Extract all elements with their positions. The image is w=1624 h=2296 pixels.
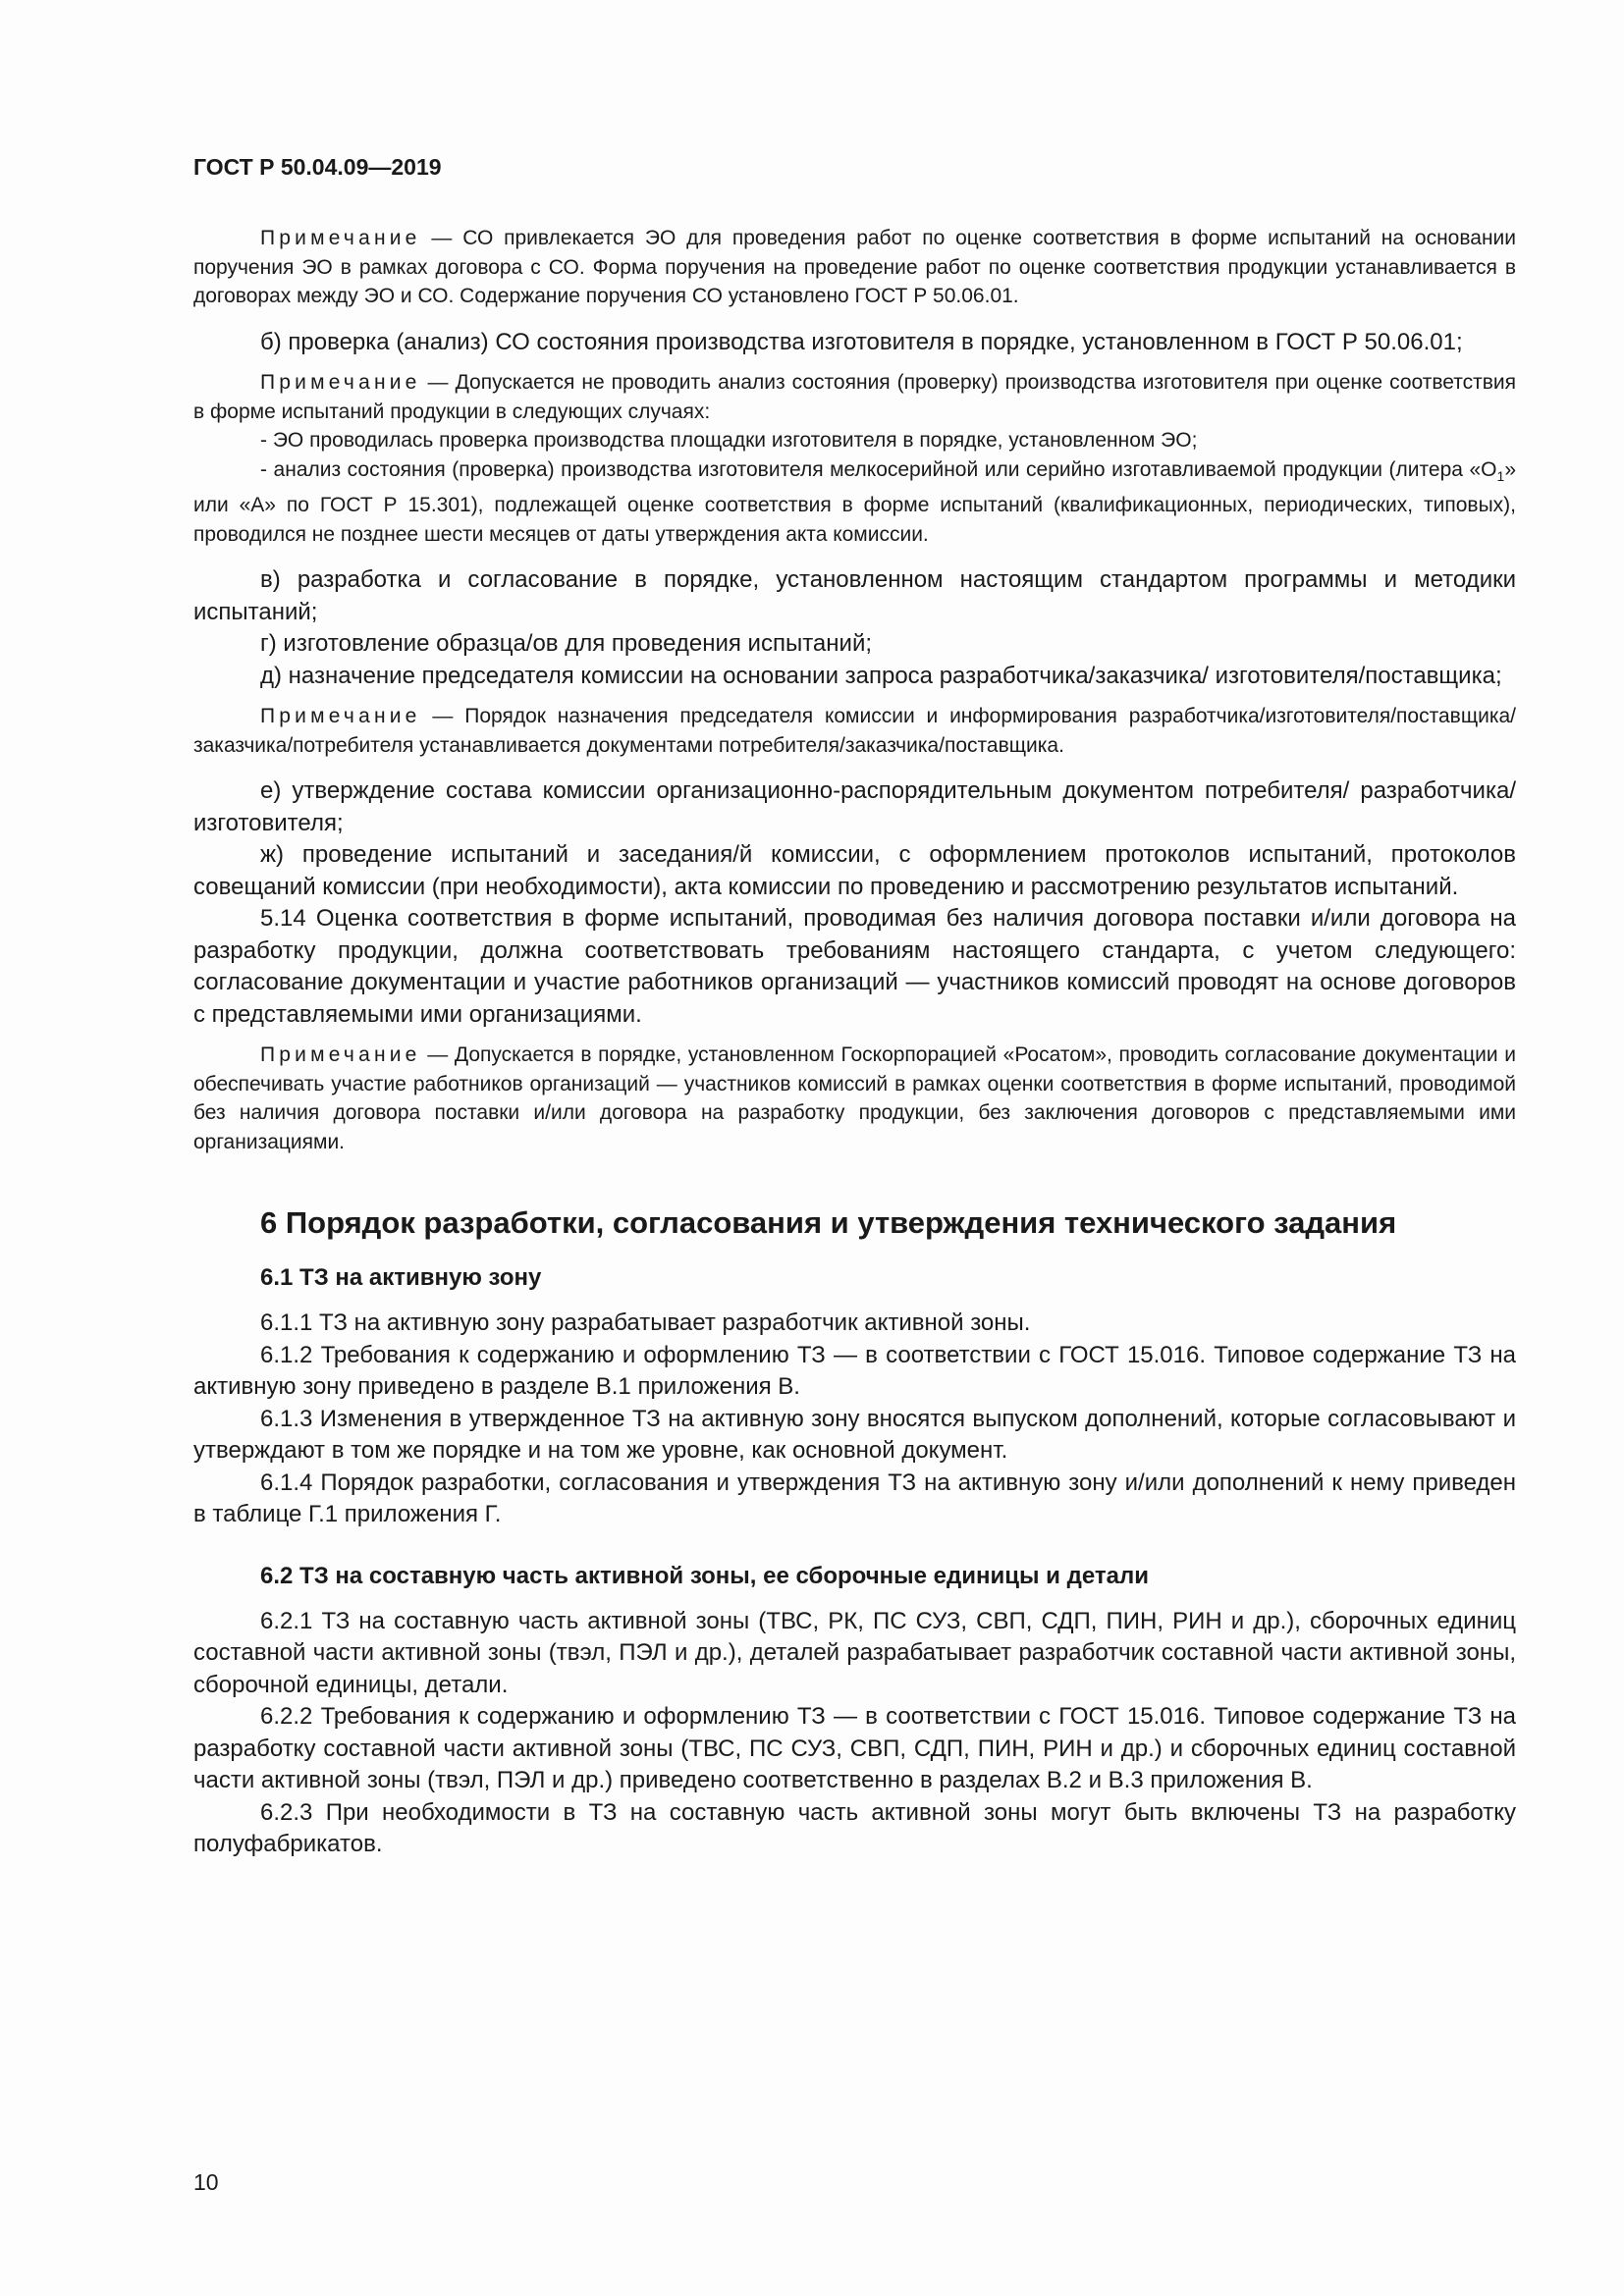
note-label: Примечание <box>260 705 421 728</box>
note-label: Примечание <box>260 371 421 394</box>
paragraph-6-1-3: 6.1.3 Изменения в утвержденное ТЗ на активную зону вносятся выпуском дополнений, которые согласовывают и утверждают в том же порядке и на том же уровне, как основной документ. <box>193 1405 1516 1465</box>
list-item-d: д) назначение председателя комиссии на основании запроса разработчика/заказчика/ изготовителя/поставщика; <box>260 662 1502 689</box>
list-item-zh: ж) проведение испытаний и заседания/й комиссии, с оформлением протоколов испытаний, протоколов совещаний комиссии (при необходимости), акта комиссии по проведению и рассмотрению результатов испытаний. <box>193 841 1516 900</box>
note-2-bullet-2: - анализ состояния (проверка) производства изготовителя мелкосерийной или серийно изготавливаемой продукции (литера «$О_1$» или «А» по ГОСТ Р 15.301), подлежащей оценке соответствия в форме испытаний (квалификационных, периодических, типовых), проводился не позднее шести месяцев от даты утверждения акта комиссии. <box>193 457 1516 546</box>
note-2-bullet-1: - ЭО проводилась проверка производства площадки изготовителя в порядке, установленном ЭО; <box>260 429 1198 452</box>
note-label: Примечание <box>260 227 421 249</box>
paragraph-5-14: 5.14 Оценка соответствия в форме испытаний, проводимая без наличия договора поставки и/или договора на разработку продукции, должна соответствовать требованиям настоящего стандарта, с учетом следующего: согласование документации и участие работников организаций — участников комиссий проводят на основе договоров с представляемыми ими организациями. <box>193 905 1516 1028</box>
paragraph-6-2-1: 6.2.1 ТЗ на составную часть активной зоны (ТВС, РК, ПС СУЗ, СВП, СДП, ПИН, РИН и др.), сборочных единиц составной части активной зоны (твэл, ПЭЛ и др.), деталей разрабатывает разработчик составной части активной зоны, сборочной единицы, детали. <box>193 1607 1516 1698</box>
list-item-v: в) разработка и согласование в порядке, установленном настоящим стандартом программы и методики испытаний; <box>193 566 1516 625</box>
list-item-g: г) изготовление образца/ов для проведения испытаний; <box>260 630 873 658</box>
paragraph-6-1-4: 6.1.4 Порядок разработки, согласования и утверждения ТЗ на активную зону и/или дополнений к нему приведен в таблице Г.1 приложения Г. <box>193 1468 1516 1528</box>
page-content <box>193 224 1516 1861</box>
note-text: Допускается не проводить анализ состояния (проверку) производства изготовителя при оценке соответствия в форме испытаний продукции в следующих случаях: <box>193 371 1517 423</box>
paragraph-6-1-1: 6.1.1 ТЗ на активную зону разрабатывает разработчик активной зоны. <box>260 1309 1031 1337</box>
paragraph-6-1-2: 6.1.2 Требования к содержанию и оформлению ТЗ — в соответствии с ГОСТ 15.016. Типовое содержание ТЗ на активную зону приведено в разделе В.1 приложения В. <box>193 1341 1516 1401</box>
list-item-e: е) утверждение состава комиссии организационно-распорядительным документом потребителя/ разработчика/изготовителя; <box>193 777 1516 836</box>
note-text: СО привлекается ЭО для проведения работ по оценке соответствия в форме испытаний на основании поручения ЭО в рамках договора с СО. Форма поручения на проведение работ по оценке соответствия продукции устанавливается в договорах между ЭО и СО. Содержание поручения СО установлено ГОСТ Р 50.06.01. <box>193 227 1517 307</box>
note-1: Примечание — СО привлекается ЭО для проведения работ по оценке соответствия в форме испытаний на основании поручения ЭО в рамках договора с СО. Форма поручения на проведение работ по оценке соответствия продукции устанавливается в договорах между ЭО и СО. Содержание поручения СО установлено ГОСТ Р 50.06.01. <box>193 227 1517 307</box>
note-text: Порядок назначения председателя комиссии и информирования разработчика/изготовителя/поставщика/заказчика/потребителя устанавливается документами потребителя/заказчика/поставщика. <box>193 705 1516 757</box>
document-code-header: ГОСТ Р 50.04.09—2019 <box>193 154 442 180</box>
note-2: Примечание — Допускается не проводить анализ состояния (проверку) производства изготовителя при оценке соответствия в форме испытаний продукции в следующих случаях: <box>193 371 1517 423</box>
note-text: Допускается в порядке, установленном Госкорпорацией «Росатом», проводить согласование документации и обеспечивать участие работников организаций — участников комиссий в рамках оценки соответствия в форме испытаний, проводимой без наличия договора поставки и/или договора на разработку продукции, без заключения договоров с представляемыми ими организациями. <box>193 1043 1516 1153</box>
note-label: Примечание <box>260 1043 421 1067</box>
subsection-6-1-title: 6.1 ТЗ на активную зону <box>260 1264 542 1292</box>
paragraph-6-2-3: 6.2.3 При необходимости в ТЗ на составную часть активной зоны могут быть включены ТЗ на разработку полуфабрикатов. <box>193 1798 1516 1858</box>
subsection-6-2-title: 6.2 ТЗ на составную часть активной зоны, ее сборочные единицы и детали <box>260 1562 1149 1589</box>
note-4: Примечание — Допускается в порядке, установленном Госкорпорацией «Росатом», проводить согласование документации и обеспечивать участие работников организаций — участников комиссий в рамках оценки соответствия в форме испытаний, проводимой без наличия договора поставки и/или договора на разработку продукции, без заключения договоров с представляемыми ими организациями. <box>193 1043 1516 1153</box>
section-6-title: 6 Порядок разработки, согласования и утверждения технического задания <box>260 1205 1397 1241</box>
page-number: 10 <box>193 2169 219 2195</box>
paragraph-6-2-2: 6.2.2 Требования к содержанию и оформлению ТЗ — в соответствии с ГОСТ 15.016. Типовое содержание ТЗ на разработку составной части активной зоны (ТВС, ПС СУЗ, СВП, СДП, ПИН, РИН и др.) и сборочных единиц составной части активной зоны (твэл, ПЭЛ и др.) приведено соответственно в разделах В.2 и В.3 приложения В. <box>193 1703 1516 1794</box>
note-3: Примечание — Порядок назначения председателя комиссии и информирования разработчика/изготовителя/поставщика/заказчика/потребителя устанавливается документами потребителя/заказчика/поставщика. <box>193 705 1516 757</box>
list-item-b: б) проверка (анализ) СО состояния производства изготовителя в порядке, установленном в ГОСТ Р 50.06.01; <box>260 328 1463 355</box>
